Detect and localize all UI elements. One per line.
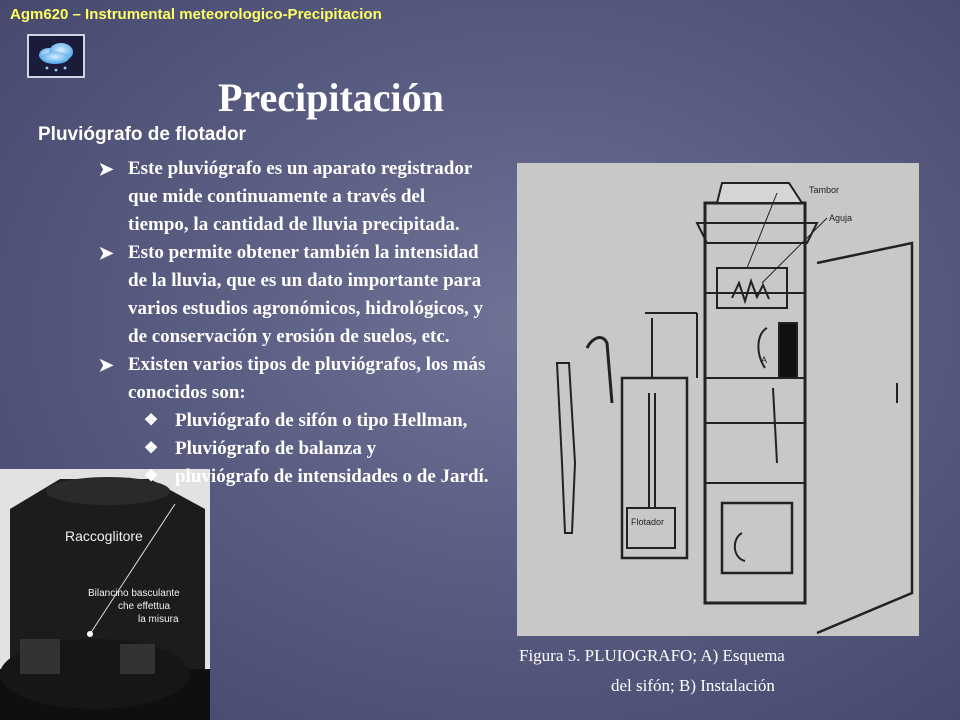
photo-label-line1: Bilancino basculante <box>88 588 180 599</box>
sub-bullet-item: ❖ pluviógrafo de intensidades o de Jardí. <box>95 463 585 491</box>
diagram-label-aguja: Aguja <box>829 213 853 223</box>
diagram-label-tambor: Tambor <box>809 185 840 195</box>
header-title: Agm620 – Instrumental meteorologico-Precipitacion <box>10 6 382 23</box>
arrow-bullet-icon: ➤ <box>98 243 114 263</box>
arrow-bullet-icon: ➤ <box>98 355 114 375</box>
bullet-item: ➤ Este pluviógrafo es un aparato registrador que mide continuamente a través del tiempo, la cantidad de lluvia precipitada. <box>95 155 585 239</box>
diamond-bullet-icon: ❖ <box>143 440 159 457</box>
photo-label-raccoglitore: Raccoglitore <box>65 528 143 544</box>
section-subtitle: Pluviógrafo de flotador <box>38 124 246 145</box>
caption-line-1: Figura 5. PLUIOGRAFO; A) Esquema <box>519 646 785 665</box>
bullet-item: ➤ Existen varios tipos de pluviógrafos, los más conocidos son: <box>95 351 585 407</box>
arrow-bullet-icon: ➤ <box>98 159 114 179</box>
rain-gauge-photo <box>0 469 210 720</box>
photo-label-line2: che effettua <box>118 601 171 612</box>
sub-bullet-item: ❖ Pluviógrafo de balanza y <box>95 435 585 463</box>
page-title: Precipitación <box>218 75 444 120</box>
diagram-label-a: A <box>761 355 768 365</box>
figure-caption <box>519 641 919 701</box>
rain-cloud-icon <box>27 34 85 78</box>
bullet-list <box>95 155 585 491</box>
bullet-item: ➤ Esto permite obtener también la intensidad de la lluvia, que es un dato importante para varios estudios agronómicos, hidrológicos, y de conservación y erosión de suelos, etc. <box>95 239 585 351</box>
caption-line-2: del sifón; B) Instalación <box>611 676 775 695</box>
diagram-label-flotador: Flotador <box>631 517 665 527</box>
sub-bullet-item: ❖ Pluviógrafo de sifón o tipo Hellman, <box>95 407 585 435</box>
photo-label-line3: la misura <box>138 614 179 625</box>
diamond-bullet-icon: ❖ <box>143 468 159 485</box>
diamond-bullet-icon: ❖ <box>143 412 159 429</box>
